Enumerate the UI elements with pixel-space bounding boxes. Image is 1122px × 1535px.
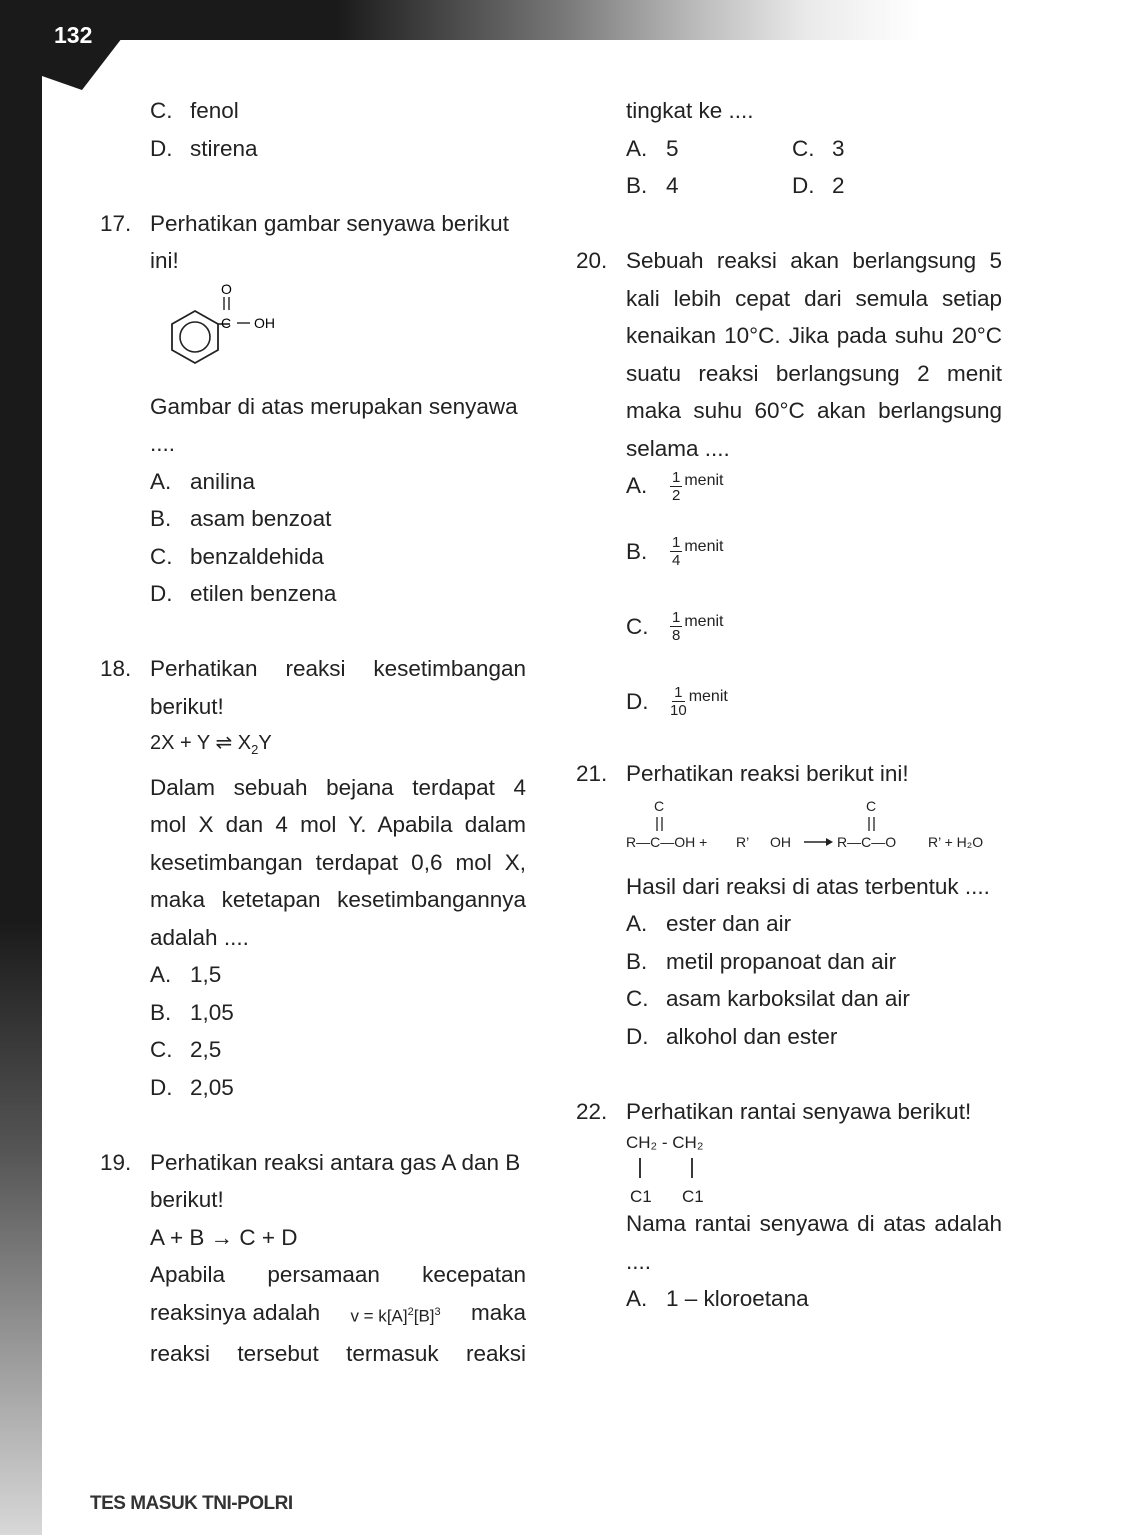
svg-text:C: C bbox=[654, 797, 665, 814]
left-column bbox=[100, 92, 526, 1372]
question-18: 18. Perhatikan reaksi kesetimbangan berikut! 2X + Y ⇌ $X_2Y$ Dalam sebuah bejana terdapat 4 mol X dan 4 mol Y. Apabila dalam kesetimbangan terdapat 0,6 mol X, maka ketetapan kesetimbangannya adalah .... A. 1,5 B. 1,05 C. 2,5 D. 2,05 bbox=[150, 650, 526, 1106]
right-column: tingkat ke .... A. 5 C. 3 B. 4 D. 2 20. Sebuah reaksi akan berlangsung 5 kali lebih cepat dari semula setiap kenaikan 10°C. Jika pada suhu 20°C suatu reaksi berlangsung 2 menit maka suhu 60°C akan berlangsung selama .... A. $\frac{1}{2}$ menit B. $\frac{1}{4}$ menit C. $\frac{1}{8}$ menit D. $\frac{1}{10}$ menit 21. Perhatikan reaksi berikut ini! C R—C—OH + R’ OH C R—C—O R’ + H₂O Hasil dari reaksi di atas terbentuk .... A. ester dan air B. metil propanoat dan air C. asam karboksilat dan air D. alkohol dan ester 22. Perhatikan rantai senyawa berikut! CH₂ - CH₂ C1 C1 Nama rantai senyawa di atas adalah .... A. 1 – kloroetana bbox=[626, 92, 1002, 1318]
svg-text:C1: C1 bbox=[682, 1187, 704, 1205]
options-grid bbox=[626, 130, 1002, 205]
svg-text:R’ + H₂O: R’ + H₂O bbox=[928, 833, 984, 850]
option: B. 4 bbox=[626, 173, 679, 198]
footer-title: TES MASUK TNI-POLRI bbox=[90, 1493, 293, 1514]
rate-law: $v = k[A]^2[B]^3$ bbox=[350, 1305, 441, 1326]
question-20: 20. Sebuah reaksi akan berlangsung 5 kali lebih cepat dari semula setiap kenaikan 10°C. Jika pada suhu 20°C suatu reaksi berlangsung 2 menit maka suhu 60°C akan berlangsung selama .... A. $\frac{1}{2}$ menit B. $\frac{1}{4}$ menit C. $\frac{1}{8}$ menit D. $\frac{1}{10}$ menit bbox=[626, 242, 1002, 739]
option: D. 2 bbox=[792, 173, 845, 198]
svg-text:R—C—OH +: R—C—OH + bbox=[626, 833, 708, 850]
svg-text:R’: R’ bbox=[736, 833, 750, 850]
option: B. 1,05 bbox=[150, 999, 234, 1025]
option: A. 1,5 bbox=[150, 962, 222, 987]
fraction: $\frac{1}{8}$ bbox=[672, 609, 681, 644]
esterification-reaction bbox=[626, 793, 1002, 868]
question-21: 21. Perhatikan reaksi berikut ini! C R—C—OH + R’ OH C R—C—O R’ + H₂O Hasil dari reaksi di atas terbentuk .... A. ester dan air B. metil propanoat dan air C. asam karboksilat dan air D. alkohol dan ester bbox=[626, 755, 1002, 1055]
header-band bbox=[0, 0, 1122, 40]
option: B. $\frac{1}{4}$ menit bbox=[626, 534, 724, 569]
option: A. 5 bbox=[626, 135, 679, 161]
option: C. 2,5 bbox=[150, 1037, 222, 1062]
fraction: $\frac{1}{4}$ bbox=[672, 534, 681, 569]
question-number: 20. bbox=[576, 248, 608, 273]
option: C. asam karboksilat dan air bbox=[626, 986, 910, 1011]
svg-text:OH: OH bbox=[770, 833, 791, 850]
benzoic-acid-structure bbox=[150, 280, 310, 390]
svg-text:OH: OH bbox=[254, 314, 275, 331]
page-number: 132 bbox=[54, 22, 93, 48]
dichloroethane-chain bbox=[626, 1130, 826, 1205]
fraction: $\frac{1}{2}$ bbox=[672, 468, 681, 504]
option: D. stirena bbox=[150, 135, 258, 161]
option: D. etilen benzena bbox=[150, 581, 337, 606]
option: A. ester dan air bbox=[626, 911, 792, 936]
option: C. benzaldehida bbox=[150, 543, 324, 569]
option: C. 3 bbox=[792, 135, 845, 161]
question-number: 22. bbox=[576, 1098, 608, 1124]
question-number: 21. bbox=[576, 761, 608, 786]
option: D. 2,05 bbox=[150, 1074, 234, 1100]
question-19: 19. Perhatikan reaksi antara gas A dan B berikut! A + B → C + D Apabila persamaan kecepatan reaksinya adalah $v = k[A]^2[B]^3$ maka reaksi tersebut termasuk reaksi bbox=[150, 1144, 526, 1373]
question-number: 17. bbox=[100, 210, 132, 236]
option: A. $\frac{1}{2}$ menit bbox=[626, 468, 724, 504]
option: D. alkohol dan ester bbox=[626, 1023, 838, 1049]
svg-text:CH₂ - CH₂: CH₂ - CH₂ bbox=[626, 1133, 704, 1152]
left-margin-bar bbox=[0, 0, 42, 1535]
question-22: 22. Perhatikan rantai senyawa berikut! CH₂ - CH₂ C1 C1 Nama rantai senyawa di atas adalah .... A. 1 – kloroetana bbox=[626, 1093, 1002, 1318]
equilibrium-equation: 2X + Y ⇌ $X_2Y$ bbox=[150, 732, 272, 757]
question-number: 19. bbox=[100, 1149, 132, 1175]
question-17: 17. Perhatikan gambar senyawa berikut ini! O C OH Gambar di atas merupakan senyawa .... A. anilina B. asam benzoat C. benzaldehida D. etilen benzena bbox=[150, 205, 526, 613]
question-number: 18. bbox=[100, 656, 132, 681]
option: A. 1 – kloroetana bbox=[626, 1286, 809, 1311]
option: B. asam benzoat bbox=[150, 506, 332, 531]
option: A. anilina bbox=[150, 468, 256, 494]
fraction: $\frac{1}{10}$ bbox=[670, 684, 687, 719]
option: C. $\frac{1}{8}$ menit bbox=[626, 609, 724, 644]
reaction-equation: A + B → C + D bbox=[150, 1224, 298, 1250]
svg-text:C1: C1 bbox=[630, 1187, 652, 1205]
svg-text:C: C bbox=[221, 314, 232, 331]
option: D. $\frac{1}{10}$ menit bbox=[626, 684, 728, 719]
option: C. fenol bbox=[150, 98, 239, 123]
svg-text:O: O bbox=[221, 280, 232, 297]
svg-text:R—C—O: R—C—O bbox=[837, 833, 897, 850]
option: B. metil propanoat dan air bbox=[626, 948, 897, 974]
svg-text:C: C bbox=[866, 797, 877, 814]
